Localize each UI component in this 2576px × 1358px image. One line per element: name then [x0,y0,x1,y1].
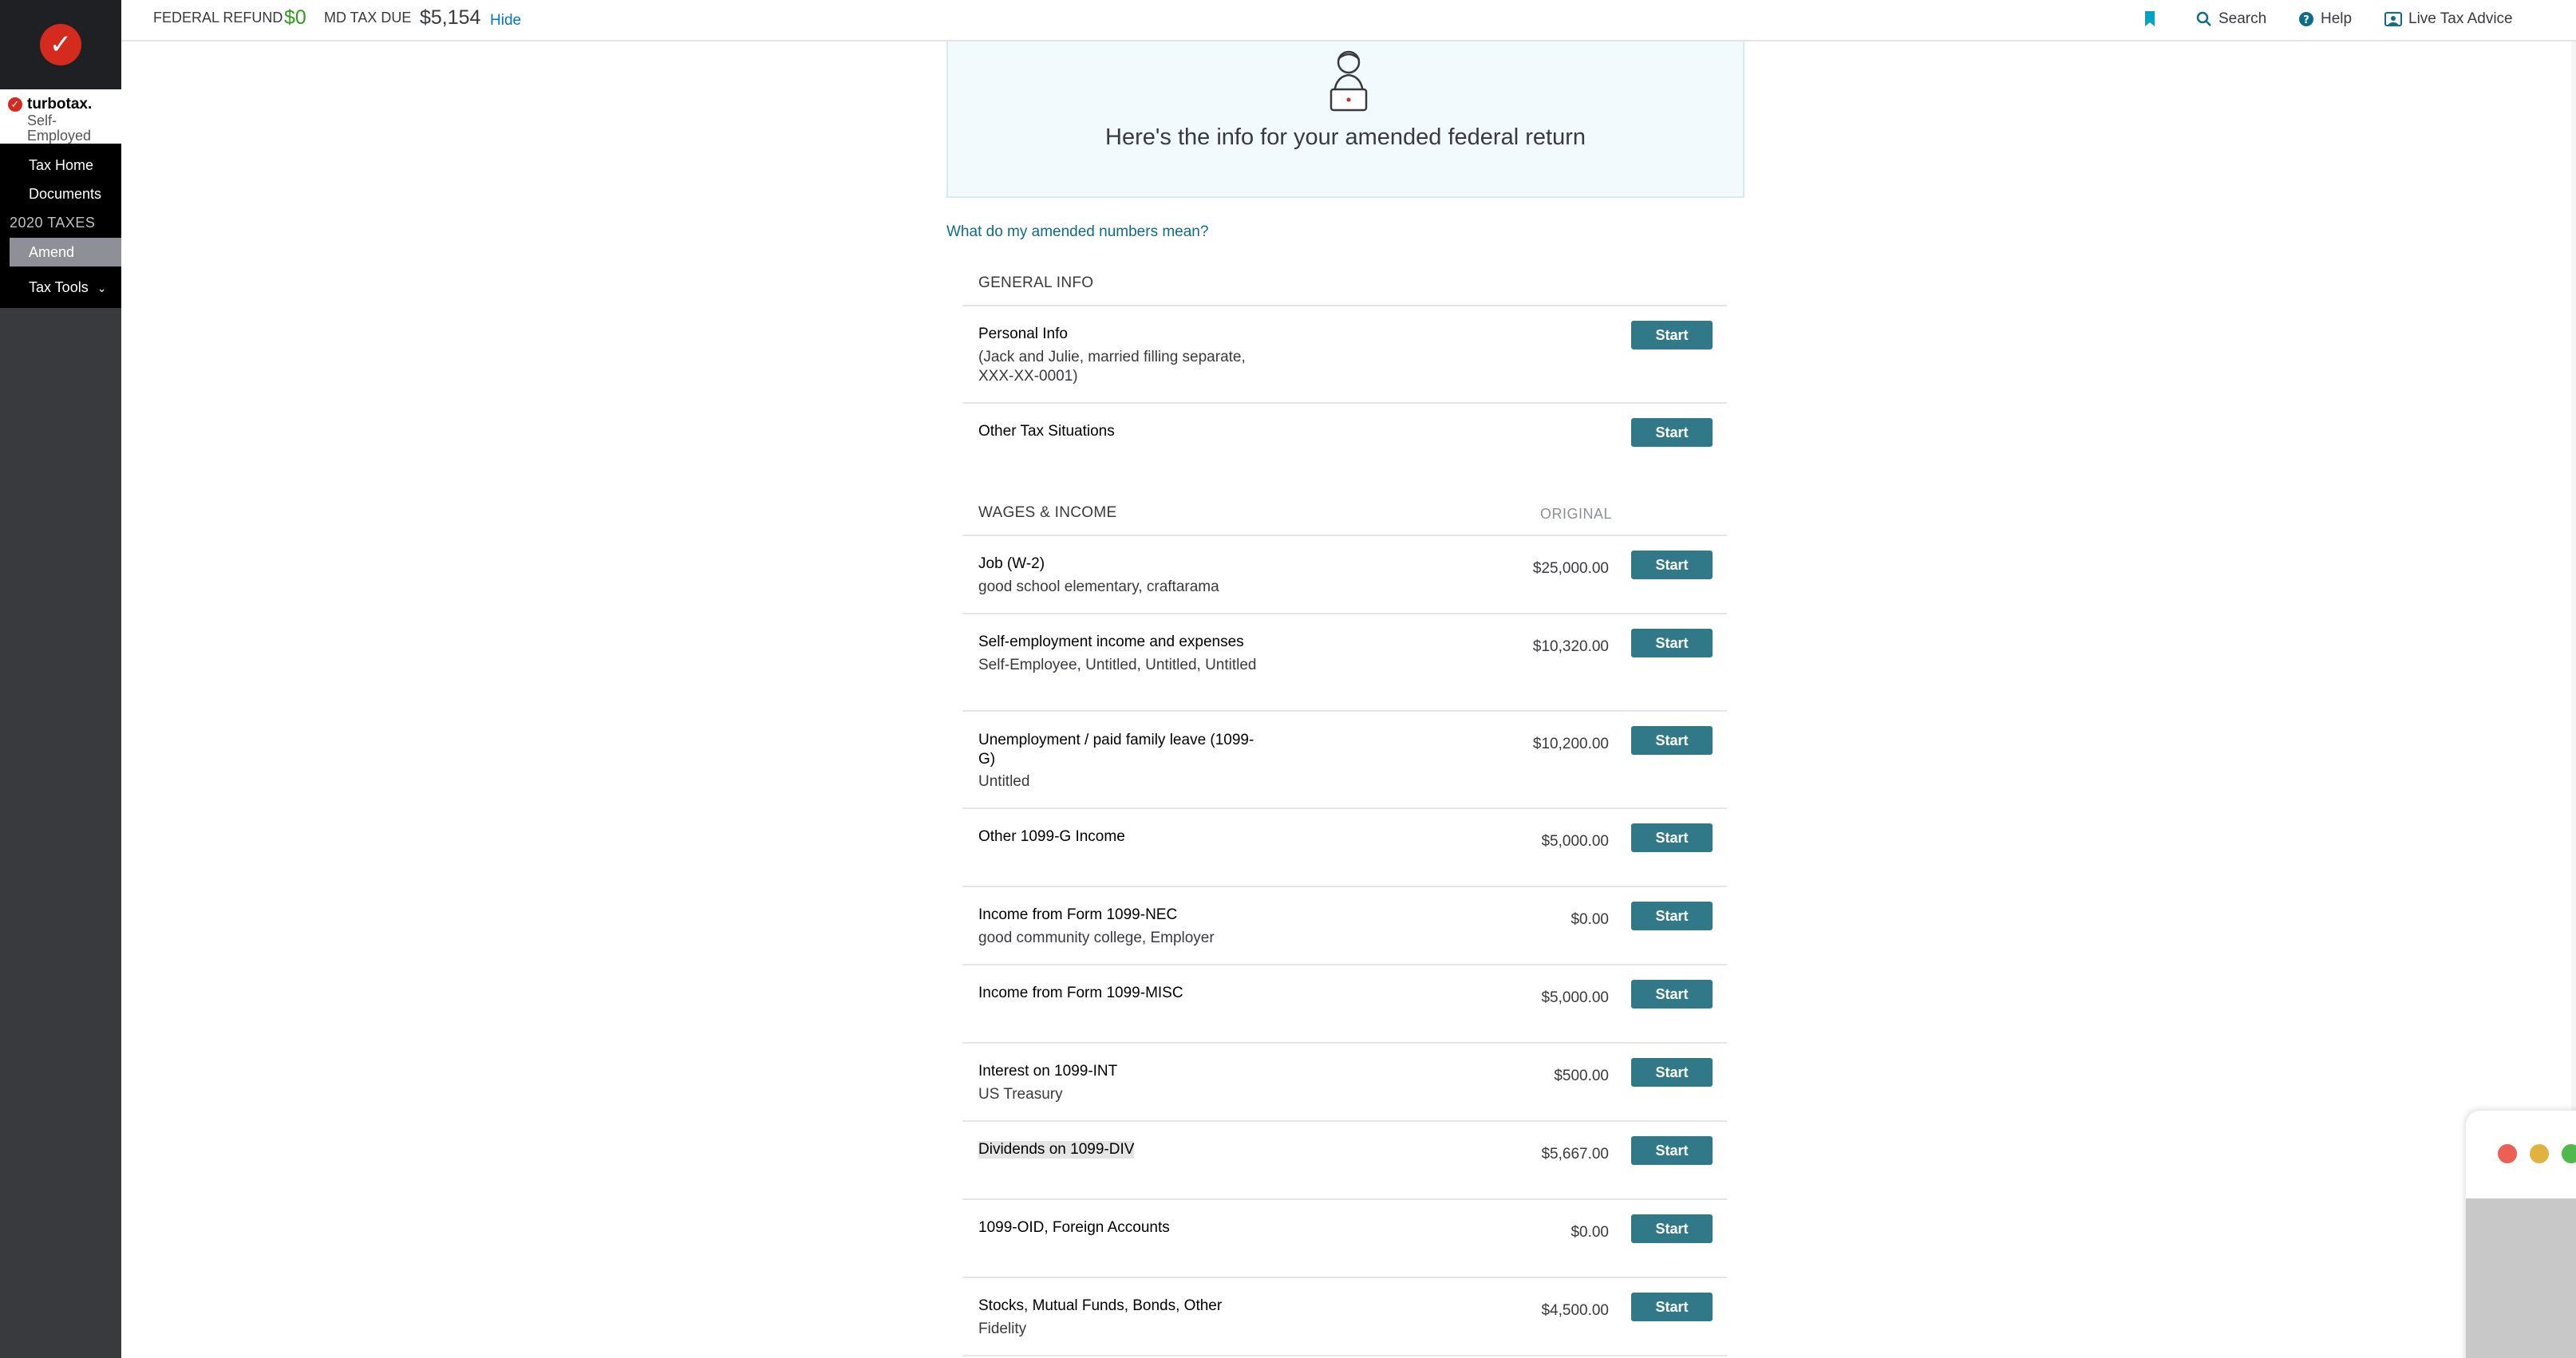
divider [962,1042,1727,1044]
sidebar-item-tax-tools[interactable] [0,270,121,308]
divider [962,710,1727,712]
amended-numbers-help-link[interactable]: What do my amended numbers mean? [946,223,1209,240]
income-row-title: Unemployment / paid family leave (1099-G) [978,732,1254,768]
income-row-amount: $5,667.00 [1541,1146,1609,1163]
oid-foreign-accounts-start-button[interactable]: Start [1631,1214,1713,1243]
svg-text:?: ? [2303,14,2309,26]
sidebar-section-heading: 2020 TAXES [10,215,96,231]
federal-refund-label: FEDERAL REFUND [153,10,283,26]
divider [962,535,1727,536]
divider [962,1355,1727,1356]
income-row-amount: $5,000.00 [1541,833,1609,850]
help-button[interactable] [2298,10,2352,28]
general-info-heading: GENERAL INFO [978,274,1094,291]
sidebar-item-tax-home[interactable]: Tax Home [29,157,94,173]
divider [962,1120,1727,1122]
income-row-detail: good school elementary, craftarama [978,578,1219,595]
divider [962,807,1727,809]
search-label: Search [2218,10,2267,27]
form-1099nec-start-button[interactable]: Start [1631,902,1713,930]
checkmark-logo-icon: ✓ [40,24,81,65]
other-tax-situations-title: Other Tax Situations [978,423,1115,440]
divider [962,1198,1727,1200]
page-title: Here's the info for your amended federal return [1105,124,1586,150]
dividends-1099div-start-button[interactable]: Start [1631,1136,1713,1165]
bookmark-button[interactable] [2143,10,2156,28]
personal-info-detail: (Jack and Julie, married filling separate, XXX-XX-0001) [978,349,1246,385]
hide-link[interactable]: Hide [490,12,522,29]
state-tax-amount: $5,154 [420,6,481,29]
help-icon [2298,11,2314,27]
income-row-detail: Self-Employee, Untitled, Untitled, Untitled [978,657,1257,673]
form-1099misc-start-button[interactable]: Start [1631,980,1713,1009]
original-column-header: ORIGINAL [1540,506,1613,522]
divider [962,402,1727,404]
zoom-window-icon[interactable] [2562,1144,2576,1163]
wages-income-heading: WAGES & INCOME [978,504,1117,521]
divider [962,886,1727,887]
brand-product: Self-Employed [27,113,92,144]
income-row-detail: Untitled [978,773,1030,790]
live-advice-icon [2384,11,2402,27]
income-row-title: Job (W-2) [978,555,1045,572]
income-row-amount: $5,000.00 [1541,989,1609,1006]
divider [962,964,1727,965]
job-w2-start-button[interactable]: Start [1631,551,1713,579]
person-at-laptop-icon [1326,46,1371,113]
sidebar [0,0,121,1358]
self-employment-start-button[interactable]: Start [1631,629,1713,657]
live-tax-advice-button[interactable] [2384,10,2513,28]
help-label: Help [2321,10,2353,27]
income-row-amount: $10,200.00 [1532,736,1609,752]
brand-block [0,89,121,144]
unemployment-start-button[interactable]: Start [1631,726,1713,755]
divider [962,305,1727,306]
divider [962,1277,1727,1278]
brand-name: turbotax. [27,96,93,113]
personal-info-title: Personal Info [978,326,1068,342]
other-tax-situations-start-button[interactable]: Start [1631,418,1713,447]
minimize-window-icon[interactable] [2530,1144,2549,1163]
app-logo[interactable] [0,0,121,89]
search-icon [2196,11,2212,27]
income-row-title: Income from Form 1099-MISC [978,985,1183,1001]
income-row-title: 1099-OID, Foreign Accounts [978,1219,1170,1236]
income-row-title: Stocks, Mutual Funds, Bonds, Other [978,1297,1223,1314]
income-row-amount: $25,000.00 [1532,560,1609,577]
income-row-detail: US Treasury [978,1086,1063,1103]
income-row-title: Income from Form 1099-NEC [978,906,1178,923]
close-window-icon[interactable] [2498,1144,2517,1163]
divider [962,613,1727,614]
brand-check-icon: ✓ [8,97,22,112]
income-row-title: Self-employment income and expenses [978,634,1244,650]
income-row-amount: $0.00 [1570,1224,1609,1241]
income-row-detail: Fidelity [978,1320,1027,1337]
income-row-amount: $0.00 [1570,911,1609,928]
income-row-title: Other 1099-G Income [978,828,1125,845]
stocks-funds-start-button[interactable]: Start [1631,1293,1713,1321]
income-row-amount: $500.00 [1554,1068,1609,1084]
income-row-title: Dividends on 1099-DIV [978,1141,1135,1158]
bookmark-icon [2143,10,2156,28]
income-row-amount: $10,320.00 [1532,638,1609,655]
personal-info-start-button[interactable]: Start [1631,321,1713,349]
income-row-amount: $4,500.00 [1541,1302,1609,1319]
sidebar-item-documents[interactable]: Documents [29,186,102,202]
live-advice-label: Live Tax Advice [2408,10,2513,27]
state-tax-label: MD TAX DUE [324,10,412,26]
other-1099g-start-button[interactable]: Start [1631,823,1713,852]
window-titlebar [2466,1111,2576,1198]
chevron-down-icon: ⌄ [97,282,107,294]
background-app-window[interactable] [2466,1111,2576,1358]
interest-1099int-start-button[interactable]: Start [1631,1058,1713,1087]
sidebar-nav [0,144,121,308]
sidebar-item-amend[interactable]: Amend [10,238,121,266]
federal-refund-amount: $0 [284,6,306,29]
top-bar [121,0,2576,41]
window-body [2466,1198,2576,1358]
amended-return-banner [946,41,1744,198]
income-row-detail: good community college, Employer [978,930,1215,946]
tax-tools-label: Tax Tools [29,279,89,295]
search-button[interactable] [2196,10,2266,28]
income-row-title: Interest on 1099-INT [978,1063,1118,1080]
